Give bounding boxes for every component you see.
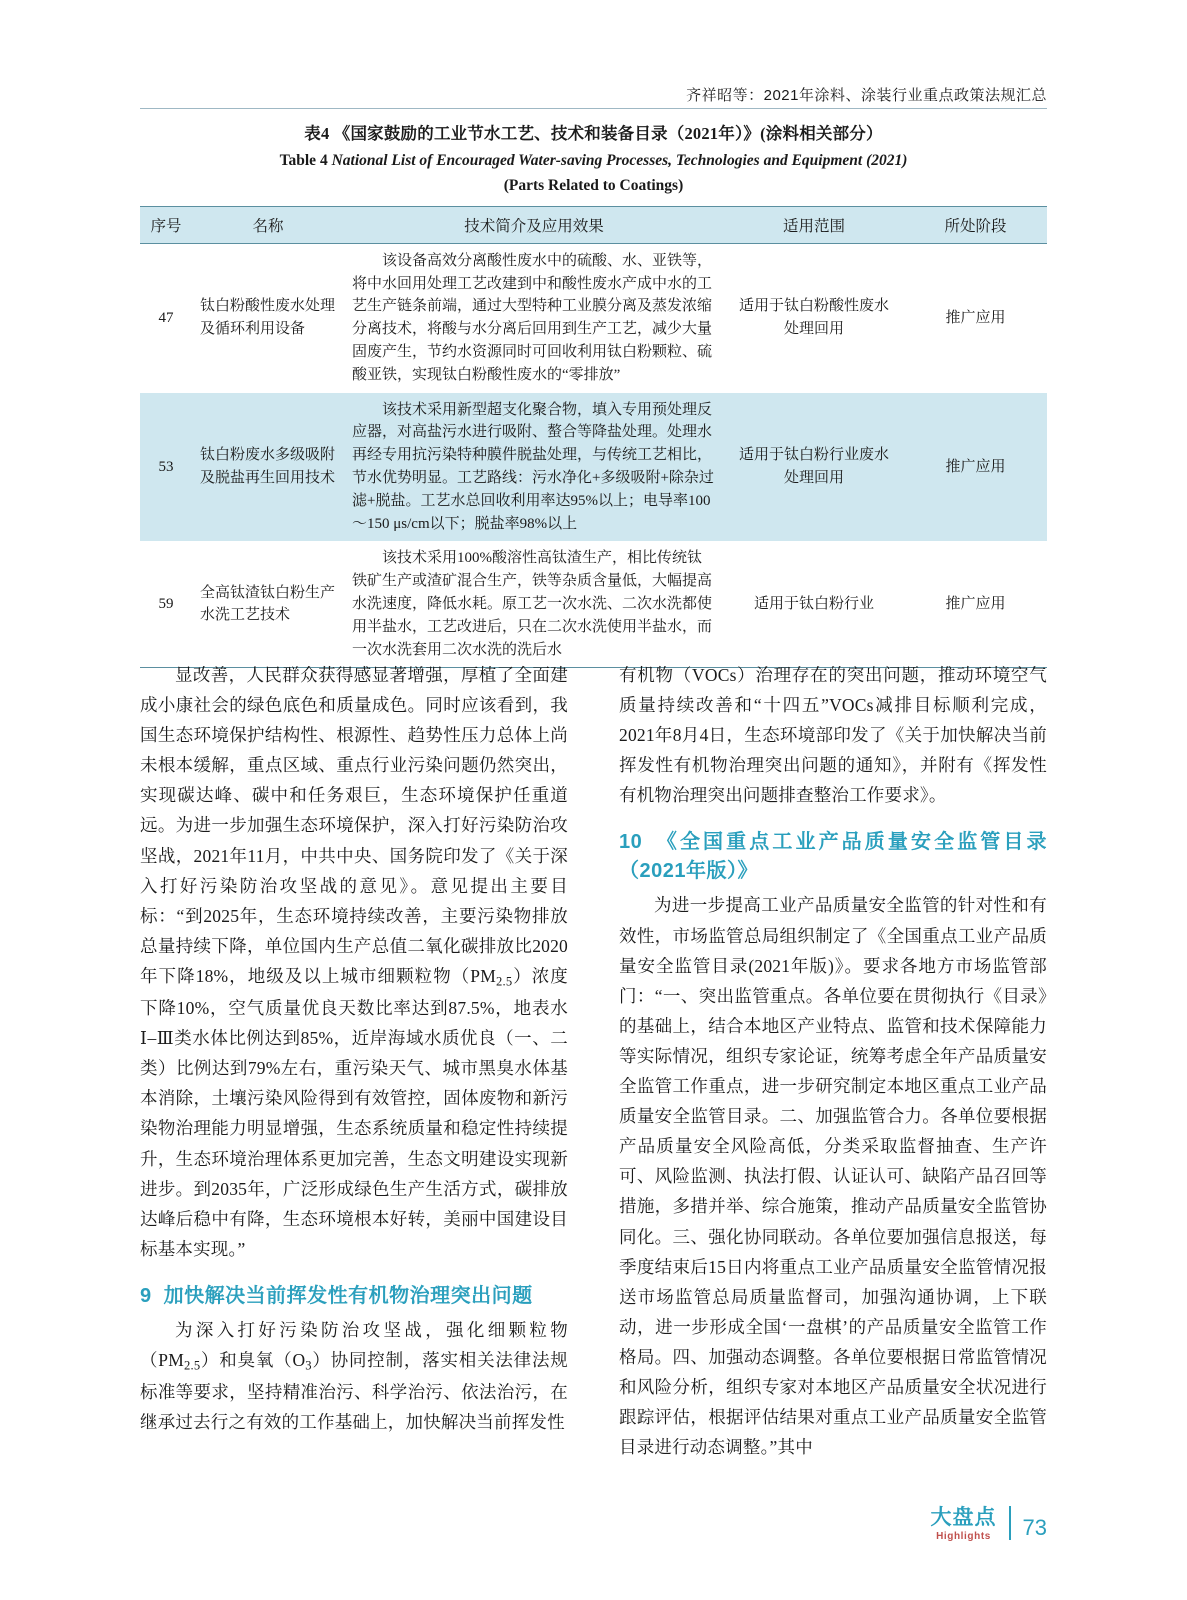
col-header-no: 序号	[140, 206, 192, 243]
table-row	[140, 541, 1047, 667]
cell-stage: 推广应用	[904, 541, 1047, 667]
cell-no: 59	[140, 541, 192, 667]
table-header-row	[140, 206, 1047, 243]
footer-brand-cn: 大盘点	[930, 1506, 997, 1530]
encouraged-technologies-table	[140, 206, 1047, 669]
cell-no: 53	[140, 393, 192, 542]
table-title-en-line2: (Parts Related to Coatings)	[503, 176, 684, 194]
running-head: 齐祥昭等：2021年涂料、涂装行业重点政策法规汇总	[686, 87, 1047, 104]
para-sub-o3: 3	[305, 1358, 312, 1373]
column-right	[619, 660, 1047, 1462]
table-title-en-text: National List of Encouraged Water-saving Processes, Technologies and Equipment (2021)	[331, 151, 908, 169]
section-title: 《全国重点工业产品质量安全监管目录（2021年版）》	[619, 831, 1047, 883]
cell-scope: 适用于钛白粉酸性废水处理回用	[738, 298, 889, 338]
table-title-cn: 表4 《国家鼓励的工业节水工艺、技术和装备目录（2021年）》(涂料相关部分）	[304, 124, 883, 143]
header-divider	[140, 108, 1047, 109]
col-header-stage: 所处阶段	[904, 206, 1047, 243]
para-text-c: ）协同控制，落实相关法律法规标准等要求，坚持精准治污、科学治污、依法治污，在继承过去行之有效的工作基础上，加快解决当前挥发性	[140, 1350, 568, 1433]
section-heading-10	[619, 828, 1047, 886]
table-block	[140, 122, 1047, 668]
table-row	[140, 243, 1047, 392]
para-sub-pm25: 2.5	[496, 974, 513, 989]
cell-stage: 推广应用	[945, 309, 1006, 326]
para-text-b: ）浓度下降10%，空气质量优良天数比率达到87.5%，地表水Ⅰ–Ⅲ类水体比例达到85%，近岸海域水质优良（一、二类）比例达到79%左右，重污染天气、城市黑臭水体基本消除，土壤污染风险得到有效管控，固体废物和新污染物治理能力明显增强，生态系统质量和稳定性持续提升，生态环境治理体系更加完善，生态文明建设实现新进步。到2035年，广泛形成绿色生产生活方式，碳排放达峰后稳中有降，生态环境根本好转，美丽中国建设目标基本实现。”	[140, 965, 568, 1259]
para-sub-pm25: 2.5	[184, 1358, 201, 1373]
cell-desc: 该设备高效分离酸性废水中的硫酸、水、亚铁等，将中水回用处理工艺改建到中和酸性废水产成中水的工艺生产链条前端，通过大型特种工业膜分离及蒸发浓缩分离技术，将酸与水分离后回用到生产工艺，减少大量固废产生，节约水资源同时可回收利用钛白粉颗粒、硫酸亚铁，实现钛白粉酸性废水的“零排放”	[352, 252, 713, 383]
cell-scope: 适用于钛白粉行业	[724, 541, 904, 667]
footer-brand-en: Highlights	[936, 1530, 991, 1542]
col-header-name: 名称	[192, 206, 344, 243]
cell-desc: 该技术采用新型超支化聚合物，填入专用预处理反应器，对高盐污水进行吸附、螯合等降盐处理。处理水再经专用抗污染特种膜件脱盐处理，与传统工艺相比，节水优势明显。工艺路线：污水净化+多级吸附+除杂过滤+脱盐。工艺水总回收利用率达95%以上；电导率100～150 μs/cm以下；脱盐率98%以上	[344, 393, 724, 542]
cell-name: 钛白粉废水多级吸附及脱盐再生回用技术	[192, 393, 344, 542]
table-row	[140, 393, 1047, 542]
footer-divider	[1009, 1506, 1011, 1540]
para-text-a: 为深入打好污染防治攻坚战，强化细颗粒物（PM	[140, 1319, 568, 1371]
cell-scope: 适用于钛白粉行业废水处理回用	[724, 393, 904, 542]
cell-name: 全高钛渣钛白粉生产水洗工艺技术	[192, 541, 344, 667]
section-number: 10	[619, 831, 643, 854]
page-footer	[931, 1506, 1047, 1542]
section-number: 9	[140, 1284, 152, 1307]
cell-desc: 该技术采用100%酸溶性高钛渣生产，相比传统钛铁矿生产或渣矿混合生产，铁等杂质含量低，大幅提高水洗速度，降低水耗。原工艺一次水洗、二次水洗都使用半盐水，工艺改进后，只在二次水洗使用半盐水，而一次水洗套用二次水洗的洗后水	[344, 541, 724, 667]
table-title-en	[140, 149, 1047, 173]
column-left	[140, 660, 568, 1437]
cell-stage: 推广应用	[904, 393, 1047, 542]
table-label-en: Table 4	[279, 151, 328, 169]
paragraph-section10: 为进一步提高工业产品质量安全监管的针对性和有效性，市场监管总局组织制定了《全国重点工业产品质量安全监管目录(2021年版)》。要求各地方市场监管部门：“一、突出监管重点。各单位要在贯彻执行《目录》的基础上，结合本地区产业特点、监管和技术保障能力等实际情况，组织专家论证，统筹考虑全年产品质量安全监管工作重点，进一步研究制定本地区重点工业产品质量安全监管目录。二、加强监管合力。各单位要根据产品质量安全风险高低，分类采取监督抽查、生产许可、风险监测、执法打假、认证认可、缺陷产品召回等措施，多措并举、综合施策，推动产品质量安全监管协同化。三、强化协同联动。各单位要加强信息报送，每季度结束后15日内将重点工业产品质量安全监管情况报送市场监管总局质量监督司，加强沟通协调，上下联动，进一步形成全国‘一盘棋’的产品质量安全监管工作格局。四、加强动态调整。各单位要根据日常监管情况和风险分析，组织专家对本地区产品质量安全状况进行跟踪评估，根据评估结果对重点工业产品质量安全监管目录进行动态调整。”其中	[619, 895, 1047, 1458]
page-number: 73	[1022, 1515, 1047, 1540]
paragraph-section9	[140, 1315, 568, 1437]
paragraph-continued: 有机物（VOCs）治理存在的突出问题，推动环境空气质量持续改善和“十四五”VOCs减排目标顺利完成，2021年8月4日，生态环境部印发了《关于加快解决当前挥发性有机物治理突出问题的通知》，并附有《挥发性有机物治理突出问题排查整治工作要求》。	[619, 665, 1047, 806]
para-text-b: ）和臭氧（O	[200, 1350, 306, 1371]
col-header-desc: 技术简介及应用效果	[344, 206, 724, 243]
cell-name: 钛白粉酸性废水处理及循环利用设备	[200, 298, 336, 338]
section-heading-9	[140, 1282, 568, 1311]
para-text-a: 显改善，人民群众获得感显著增强，厚植了全面建成小康社会的绿色底色和质量成色。同时应该看到，我国生态环境保护结构性、根源性、趋势性压力总体上尚未根本缓解，重点区域、重点行业污染问题仍然突出，实现碳达峰、碳中和任务艰巨，生态环境保护任重道远。为进一步加强生态环境保护，深入打好污染防治攻坚战，2021年11月，中共中央、国务院印发了《关于深入打好污染防治攻坚战的意见》。意见提出主要目标：“到2025年，生态环境持续改善，主要污染物排放总量持续下降，单位国内生产总值二氧化碳排放比2020年下降18%，地级及以上城市细颗粒物（PM	[140, 665, 568, 986]
footer-brand	[931, 1507, 997, 1542]
paragraph-continued	[140, 660, 568, 1264]
body-columns	[140, 660, 1047, 1458]
col-header-scope: 适用范围	[724, 206, 904, 243]
cell-no: 47	[158, 309, 174, 326]
section-title: 加快解决当前挥发性有机物治理突出问题	[163, 1284, 533, 1307]
